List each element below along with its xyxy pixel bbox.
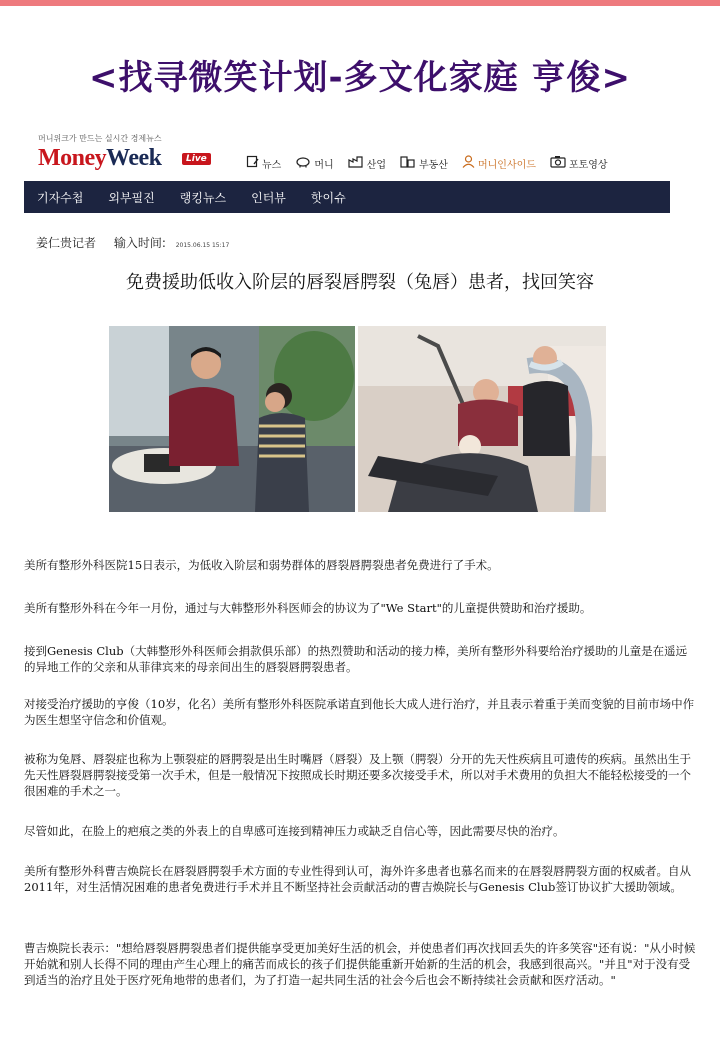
menu-item-realestate[interactable] [400, 155, 448, 171]
photo-consultation [109, 326, 355, 512]
byline [36, 234, 229, 251]
article-paragraph: 美所有整形外科曹吉焕院长在唇裂唇腭裂手术方面的专业性得到认可，海外许多患者也慕名而来的在唇裂唇腭裂方面的权威者。自从2011年，对生活情况困难的患者免费进行手术并且不断坚持社会贡献活动的曹吉焕院长与Genesis Club签订协议扩大援助领域。 [24, 864, 691, 894]
logo-week: Week [106, 145, 162, 171]
article-headline: 免费援助低收入阶层的唇裂唇腭裂（兔唇）患者，找回笑容 [126, 272, 594, 293]
nav-item-interview[interactable]: 인터뷰 [251, 190, 286, 205]
site-menu [246, 155, 622, 171]
article-paragraph: 接到Genesis Club（大韩整形外科医师会捐款俱乐部）的热烈赞助和活动的接力棒，美所有整形外科要给治疗援助的儿童是在遥远的异地工作的父亲和从菲律宾来的母亲间出生的唇裂唇腭裂患者。 [24, 644, 688, 674]
logo-money: Money [38, 145, 107, 171]
menu-item-label: 머니인사이드 [477, 159, 536, 171]
time-value: 2015.06.15 15:17 [175, 242, 230, 249]
menu-item-label: 산업 [366, 159, 386, 171]
site-logo[interactable] [38, 145, 161, 172]
article-paragraph: 美所有整形外科在今年一月份，通过与大韩整形外科医师会的协议为了"We Start"的儿童提供赞助和治疗援助。 [24, 601, 592, 615]
menu-item-label: 뉴스 [262, 159, 282, 171]
article-paragraph: 对接受治疗援助的亨俊（10岁，化名）美所有整形外科医院承诺直到他长大成人进行治疗，并且表示着重于美而变貌的目前市场中作为医生想坚守信念和价值观。 [24, 697, 695, 727]
menu-item-label: 머니 [314, 159, 334, 171]
menu-item-money[interactable] [295, 155, 333, 171]
photo-treatment [358, 326, 606, 512]
page-title: <找寻微笑计划-多文化家庭 亨俊> [89, 58, 631, 98]
article-paragraph: 美所有整形外科医院15日表示，为低收入阶层和弱势群体的唇裂唇腭裂患者免费进行了手术。 [24, 558, 499, 572]
menu-item-label: 포토영상 [568, 159, 608, 171]
nav-item-ranking-news[interactable]: 랭킹뉴스 [179, 190, 227, 205]
building-icon [400, 155, 419, 171]
live-badge[interactable]: Live [182, 153, 211, 165]
menu-item-news[interactable] [246, 155, 281, 171]
site-header [24, 133, 670, 181]
article-paragraph: 尽管如此，在脸上的疤痕之类的外表上的自卑感可连接到精神压力或缺乏自信心等，因此需要尽快的治疗。 [24, 824, 565, 838]
menu-item-photo-video[interactable] [550, 155, 608, 171]
top-accent-bar [0, 0, 720, 6]
factory-icon [348, 155, 367, 171]
piggy-bank-icon [295, 155, 314, 171]
reporter-name: 姜仁贵记者 [36, 236, 97, 250]
article-paragraph: 被称为兔唇、唇裂症也称为上颚裂症的唇腭裂是出生时嘴唇（唇裂）及上颚（腭裂）分开的先天性疾病且可遗传的疾病。虽然出生于先天性唇裂唇腭裂接受第一次手术，但是一般情况下按照成长时期还要多次接受手术，所以对手术费用的负担大不能轻松接受的一个很困难的手术之一。 [24, 752, 691, 798]
camera-icon [550, 155, 569, 171]
news-icon [246, 155, 262, 171]
nav-item-external-writers[interactable]: 외부필진 [108, 190, 155, 205]
menu-item-label: 부동산 [418, 159, 448, 171]
section-nav [24, 181, 670, 213]
time-label: 输入时间: [113, 236, 166, 250]
person-icon [462, 155, 478, 171]
nav-item-reporter-notes[interactable]: 기자수첩 [37, 190, 84, 205]
menu-item-money-inside[interactable] [462, 155, 536, 171]
article-paragraph: 曹吉焕院长表示："想给唇裂唇腭裂患者们提供能享受更加美好生活的机会，并使患者们再次找回丢失的许多笑容"还有说："从小时候开始就和别人长得不同的理由产生心理上的痛苦而成长的孩子们提供能重新开始新的生活的机会，我感到很高兴。"并且"对于没有受到适当的治疗且处于医疗死角地带的患者们，为了打造一起共同生活的社会今后也会不断持续社会贡献和医疗活动。" [24, 941, 696, 987]
menu-item-industry[interactable] [348, 155, 386, 171]
nav-item-hot-issue[interactable]: 핫이슈 [310, 190, 346, 205]
site-tagline: 머니위크가 만드는 실시간 경제뉴스 [38, 134, 162, 143]
